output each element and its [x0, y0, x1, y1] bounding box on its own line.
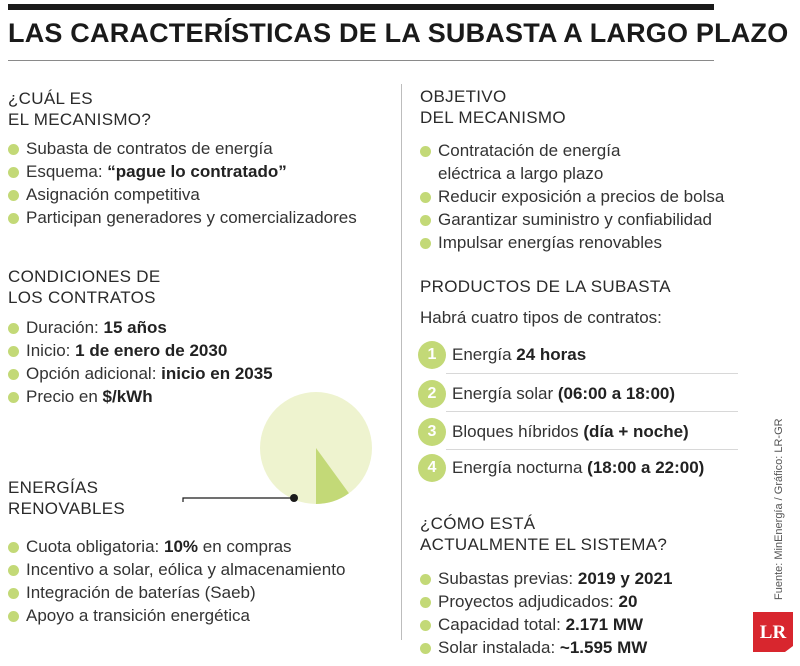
product-label — [452, 345, 586, 365]
productos-heading — [420, 276, 671, 297]
list-item — [8, 581, 345, 604]
list-item — [420, 636, 672, 659]
sistema-heading-line-2: ACTUALMENTE EL SISTEMA? — [420, 535, 668, 554]
product-number-badge: 2 — [418, 380, 446, 408]
renovables-list — [8, 535, 345, 627]
product-text: Energía — [452, 345, 517, 364]
item-text: Opción adicional: — [26, 364, 162, 383]
renovables-heading-line-2: RENOVABLES — [8, 499, 126, 518]
item-bold: 15 años — [103, 318, 167, 337]
source-credit: Fuente: MinEnergía / Gráfico: LR-GR — [773, 418, 785, 600]
item-text: Cuota obligatoria: — [26, 537, 164, 556]
product-label — [452, 422, 689, 442]
item-text: Incentivo a solar, eólica y almacenamiento — [26, 560, 346, 579]
item-bold: 1 de enero de 2030 — [75, 341, 228, 360]
pie-leader-dot — [290, 494, 298, 502]
item-text: Esquema: — [26, 162, 108, 181]
mecanismo-heading-line-1: ¿CUÁL ES — [8, 89, 93, 108]
item-text: Proyectos adjudicados: — [438, 592, 619, 611]
list-item — [8, 535, 345, 558]
item-bold: inicio en 2035 — [161, 364, 273, 383]
lr-logo-text: LR — [759, 622, 787, 643]
item-bold: 2019 y 2021 — [577, 569, 673, 588]
product-text: Energía nocturna — [452, 458, 588, 477]
item-text: Asignación competitiva — [26, 185, 200, 204]
item-text: Capacidad total: — [438, 615, 566, 634]
item-text: Subastas previas: — [438, 569, 578, 588]
renewables-pie — [0, 0, 400, 520]
product-divider — [446, 373, 738, 374]
product-number-badge: 1 — [418, 341, 446, 369]
objetivo-heading-line-2: DEL MECANISMO — [420, 108, 566, 127]
item-text: Inicio: — [26, 341, 76, 360]
sistema-heading-line-1: ¿CÓMO ESTÁ — [420, 514, 536, 533]
column-divider — [401, 84, 402, 640]
list-item — [8, 604, 345, 627]
product-bold: 24 horas — [516, 345, 587, 364]
product-row-2 — [418, 378, 720, 412]
product-bold: (06:00 a 18:00) — [557, 384, 676, 403]
product-text: Bloques híbridos — [452, 422, 584, 441]
product-number-badge: 4 — [418, 454, 446, 482]
list-item — [420, 208, 724, 231]
item-text: Garantizar suministro y confiabilidad — [438, 210, 713, 229]
item-text: Duración: — [26, 318, 104, 337]
list-item — [420, 139, 724, 185]
mecanismo-heading-line-2: EL MECANISMO? — [8, 110, 152, 129]
productos-intro: Habrá cuatro tipos de contratos: — [420, 308, 662, 327]
product-label — [452, 384, 675, 404]
list-item — [420, 567, 672, 590]
list-item — [420, 185, 724, 208]
item-text: Participan generadores y comercializadores — [26, 208, 357, 227]
product-row-1 — [418, 339, 720, 373]
product-bold: (18:00 a 22:00) — [587, 458, 705, 477]
list-item — [420, 613, 672, 636]
product-bold: (día + noche) — [583, 422, 689, 441]
objetivo-list — [420, 139, 724, 254]
lr-logo — [751, 610, 795, 654]
product-label — [452, 458, 704, 478]
item-bold: 20 — [618, 592, 638, 611]
renovables-heading — [8, 477, 125, 519]
condiciones-heading-line-1: CONDICIONES DE — [8, 267, 161, 286]
list-item — [8, 558, 345, 581]
product-row-3 — [418, 416, 720, 450]
item-text: Precio en — [26, 387, 103, 406]
item-text: Integración de baterías (Saeb) — [26, 583, 256, 602]
item-text: Subasta de contratos de energía — [26, 139, 273, 158]
item-text: Reducir exposición a precios de bolsa — [438, 187, 725, 206]
item-text-line-2: eléctrica a largo plazo — [438, 164, 604, 183]
item-text-line-1: Contratación de energía — [438, 141, 621, 160]
item-text-after: en compras — [198, 537, 292, 556]
productos-heading-line: PRODUCTOS DE LA SUBASTA — [420, 277, 671, 296]
item-bold: “pague lo contratado” — [107, 162, 287, 181]
product-text: Energía solar — [452, 384, 558, 403]
objetivo-heading — [420, 86, 566, 128]
item-bold: $/kWh — [102, 387, 153, 406]
item-bold: 2.171 MW — [565, 615, 644, 634]
objetivo-heading-line-1: OBJETIVO — [420, 87, 507, 106]
item-text: Apoyo a transición energética — [26, 606, 250, 625]
renovables-heading-line-1: ENERGÍAS — [8, 478, 99, 497]
condiciones-heading-line-2: LOS CONTRATOS — [8, 288, 156, 307]
list-item — [420, 231, 724, 254]
page-title: LAS CARACTERÍSTICAS DE LA SUBASTA A LARGO PLAZO — [8, 18, 789, 48]
product-number-badge: 3 — [418, 418, 446, 446]
product-row-4 — [418, 452, 720, 486]
product-divider — [446, 411, 738, 412]
sistema-list — [420, 567, 672, 659]
sistema-heading — [420, 513, 667, 555]
item-text: Impulsar energías renovables — [438, 233, 662, 252]
item-text: Solar instalada: — [438, 638, 560, 657]
item-bold: 10% — [163, 537, 199, 556]
item-bold: ~1.595 MW — [559, 638, 648, 657]
product-divider — [446, 449, 738, 450]
pie-leader-line — [183, 498, 294, 502]
list-item — [420, 590, 672, 613]
